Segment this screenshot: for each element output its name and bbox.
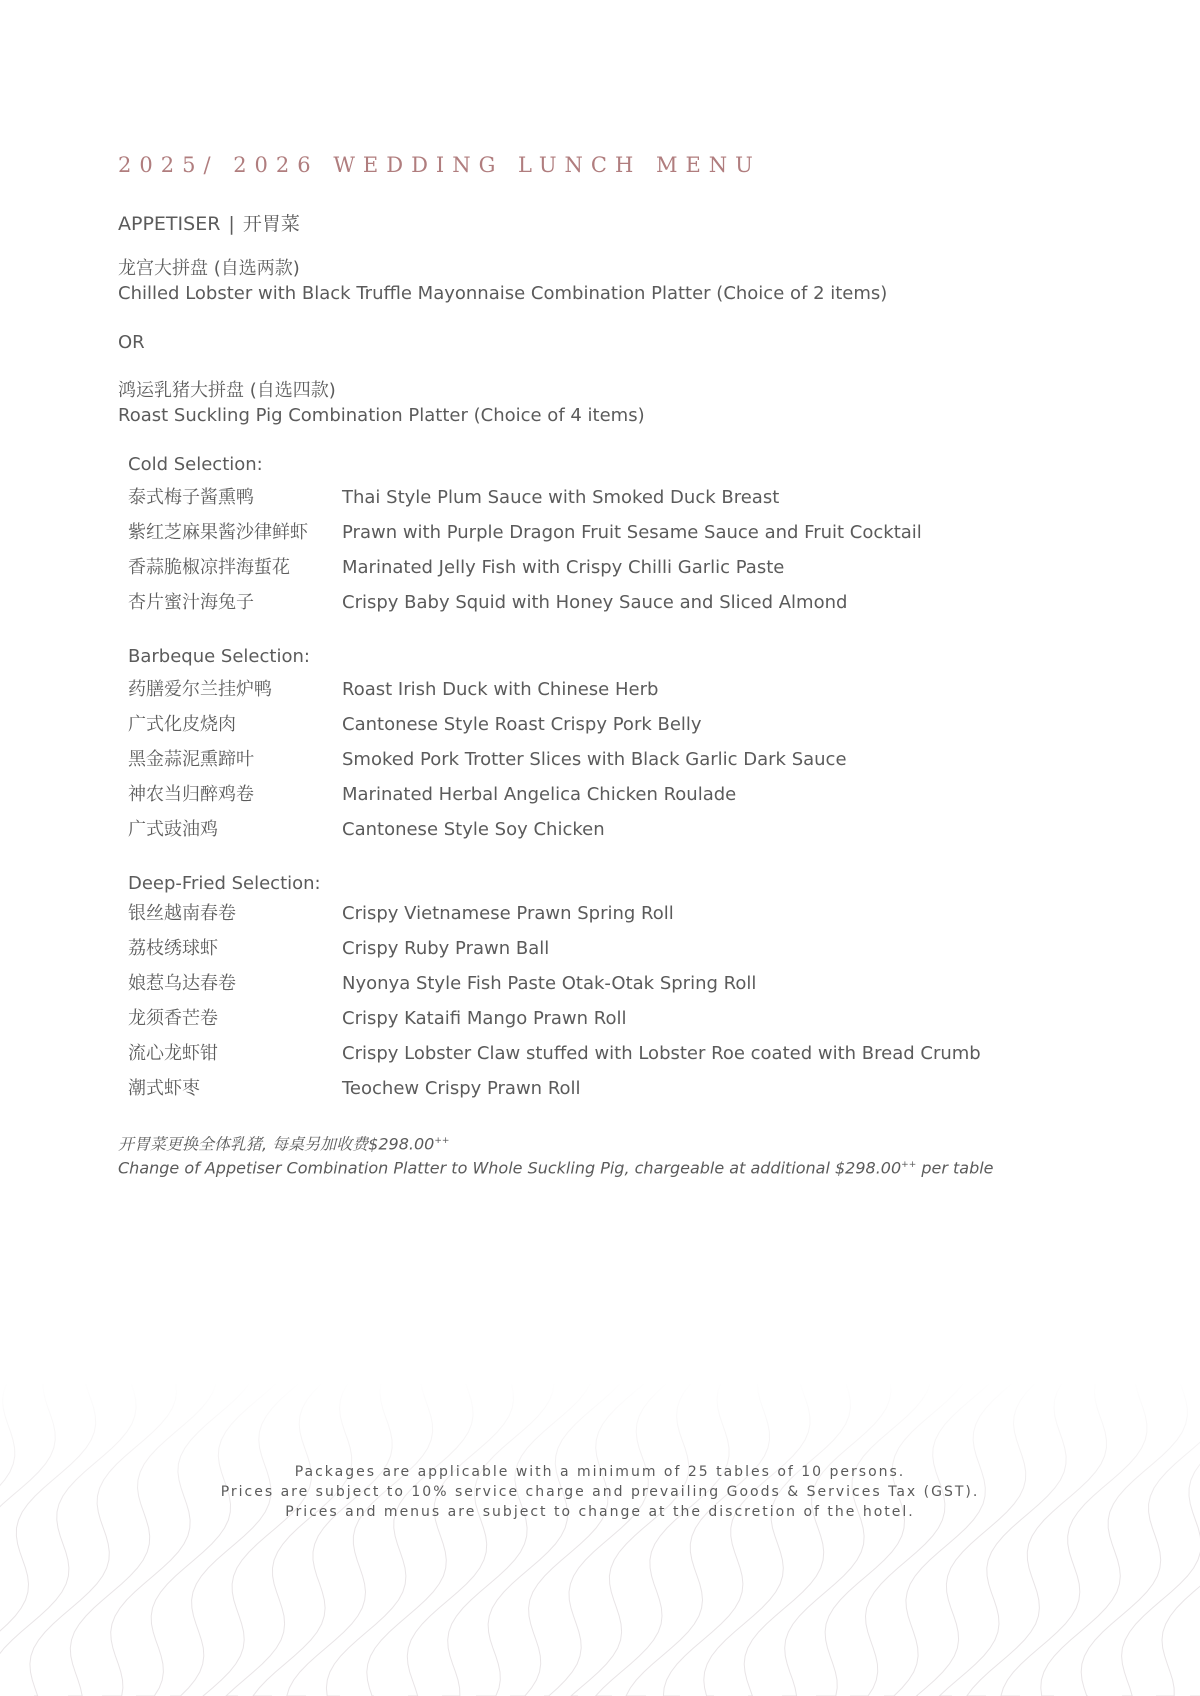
option2-zh: 鸿运乳猪大拼盘 (自选四款) (118, 380, 336, 401)
dish-zh: 流心龙虾钳 (128, 1043, 218, 1064)
footer-line: Packages are applicable with a minimum of 25 tables of 10 persons. (294, 1464, 906, 1480)
dish-zh: 龙须香芒卷 (128, 1008, 218, 1029)
dish-en: Marinated Herbal Angelica Chicken Roulade (342, 784, 737, 805)
dish-en: Thai Style Plum Sauce with Smoked Duck Breast (342, 487, 780, 508)
dish-en: Nyonya Style Fish Paste Otak-Otak Spring Roll (342, 973, 757, 994)
dish-en: Crispy Baby Squid with Honey Sauce and Sliced Almond (342, 592, 848, 613)
dish-zh: 紫红芝麻果酱沙律鲜虾 (128, 522, 308, 543)
dish-en: Crispy Kataifi Mango Prawn Roll (342, 1008, 627, 1029)
dish-zh: 潮式虾枣 (128, 1078, 200, 1099)
dish-zh: 荔枝绣球虾 (128, 938, 218, 959)
group-label-cold: Cold Selection: (128, 454, 263, 475)
dish-en: Cantonese Style Roast Crispy Pork Belly (342, 714, 702, 735)
dish-zh: 香蒜脆椒凉拌海蜇花 (128, 557, 290, 578)
pattern-fade (0, 1380, 1200, 1696)
dish-zh: 娘惹乌达春卷 (128, 973, 236, 994)
group-label-barbeque: Barbeque Selection: (128, 646, 310, 667)
surcharge-note-en: Change of Appetiser Combination Platter to Whole Suckling Pig, chargeable at additional $298.00++ per table (118, 1158, 994, 1178)
or-label: OR (118, 332, 145, 353)
section-separator: | (228, 213, 235, 235)
group-label-deep-fried: Deep-Fried Selection: (128, 873, 321, 894)
dish-en: Crispy Vietnamese Prawn Spring Roll (342, 903, 674, 924)
option1-en: Chilled Lobster with Black Truffle Mayonnaise Combination Platter (Choice of 2 items) (118, 283, 888, 304)
dish-en: Crispy Ruby Prawn Ball (342, 938, 550, 959)
option1-zh: 龙宫大拼盘 (自选两款) (118, 258, 300, 279)
wave-pattern-background (0, 1380, 1200, 1696)
section-heading-zh: 开胃菜 (242, 213, 300, 235)
footer-line: Prices and menus are subject to change at the discretion of the hotel. (285, 1504, 915, 1520)
dish-zh: 药膳爱尔兰挂炉鸭 (128, 679, 272, 700)
dish-zh: 神农当归醉鸡卷 (128, 784, 254, 805)
surcharge-note-zh: 开胃菜更换全体乳猪, 每桌另加收费$298.00++ (118, 1134, 450, 1154)
dish-zh: 杏片蜜汁海兔子 (128, 592, 254, 613)
footer-terms (0, 1462, 1200, 1522)
dish-zh: 广式豉油鸡 (128, 819, 218, 840)
section-heading (118, 209, 300, 236)
dish-en: Cantonese Style Soy Chicken (342, 819, 605, 840)
dish-en: Prawn with Purple Dragon Fruit Sesame Sauce and Fruit Cocktail (342, 522, 922, 543)
dish-en: Smoked Pork Trotter Slices with Black Garlic Dark Sauce (342, 749, 847, 770)
option2-en: Roast Suckling Pig Combination Platter (Choice of 4 items) (118, 405, 645, 426)
dish-zh: 银丝越南春卷 (128, 903, 236, 924)
dish-zh: 广式化皮烧肉 (128, 714, 236, 735)
dish-en: Marinated Jelly Fish with Crispy Chilli Garlic Paste (342, 557, 785, 578)
footer-line: Prices are subject to 10% service charge and prevailing Goods & Services Tax (GST). (220, 1484, 980, 1500)
dish-en: Teochew Crispy Prawn Roll (342, 1078, 581, 1099)
dish-zh: 泰式梅子酱熏鸭 (128, 487, 254, 508)
dish-zh: 黑金蒜泥熏蹄叶 (128, 749, 254, 770)
dish-en: Roast Irish Duck with Chinese Herb (342, 679, 659, 700)
dish-en: Crispy Lobster Claw stuffed with Lobster Roe coated with Bread Crumb (342, 1043, 981, 1064)
section-heading-en: APPETISER (118, 213, 221, 235)
menu-title: 2025/ 2026 WEDDING LUNCH MENU (118, 153, 761, 177)
